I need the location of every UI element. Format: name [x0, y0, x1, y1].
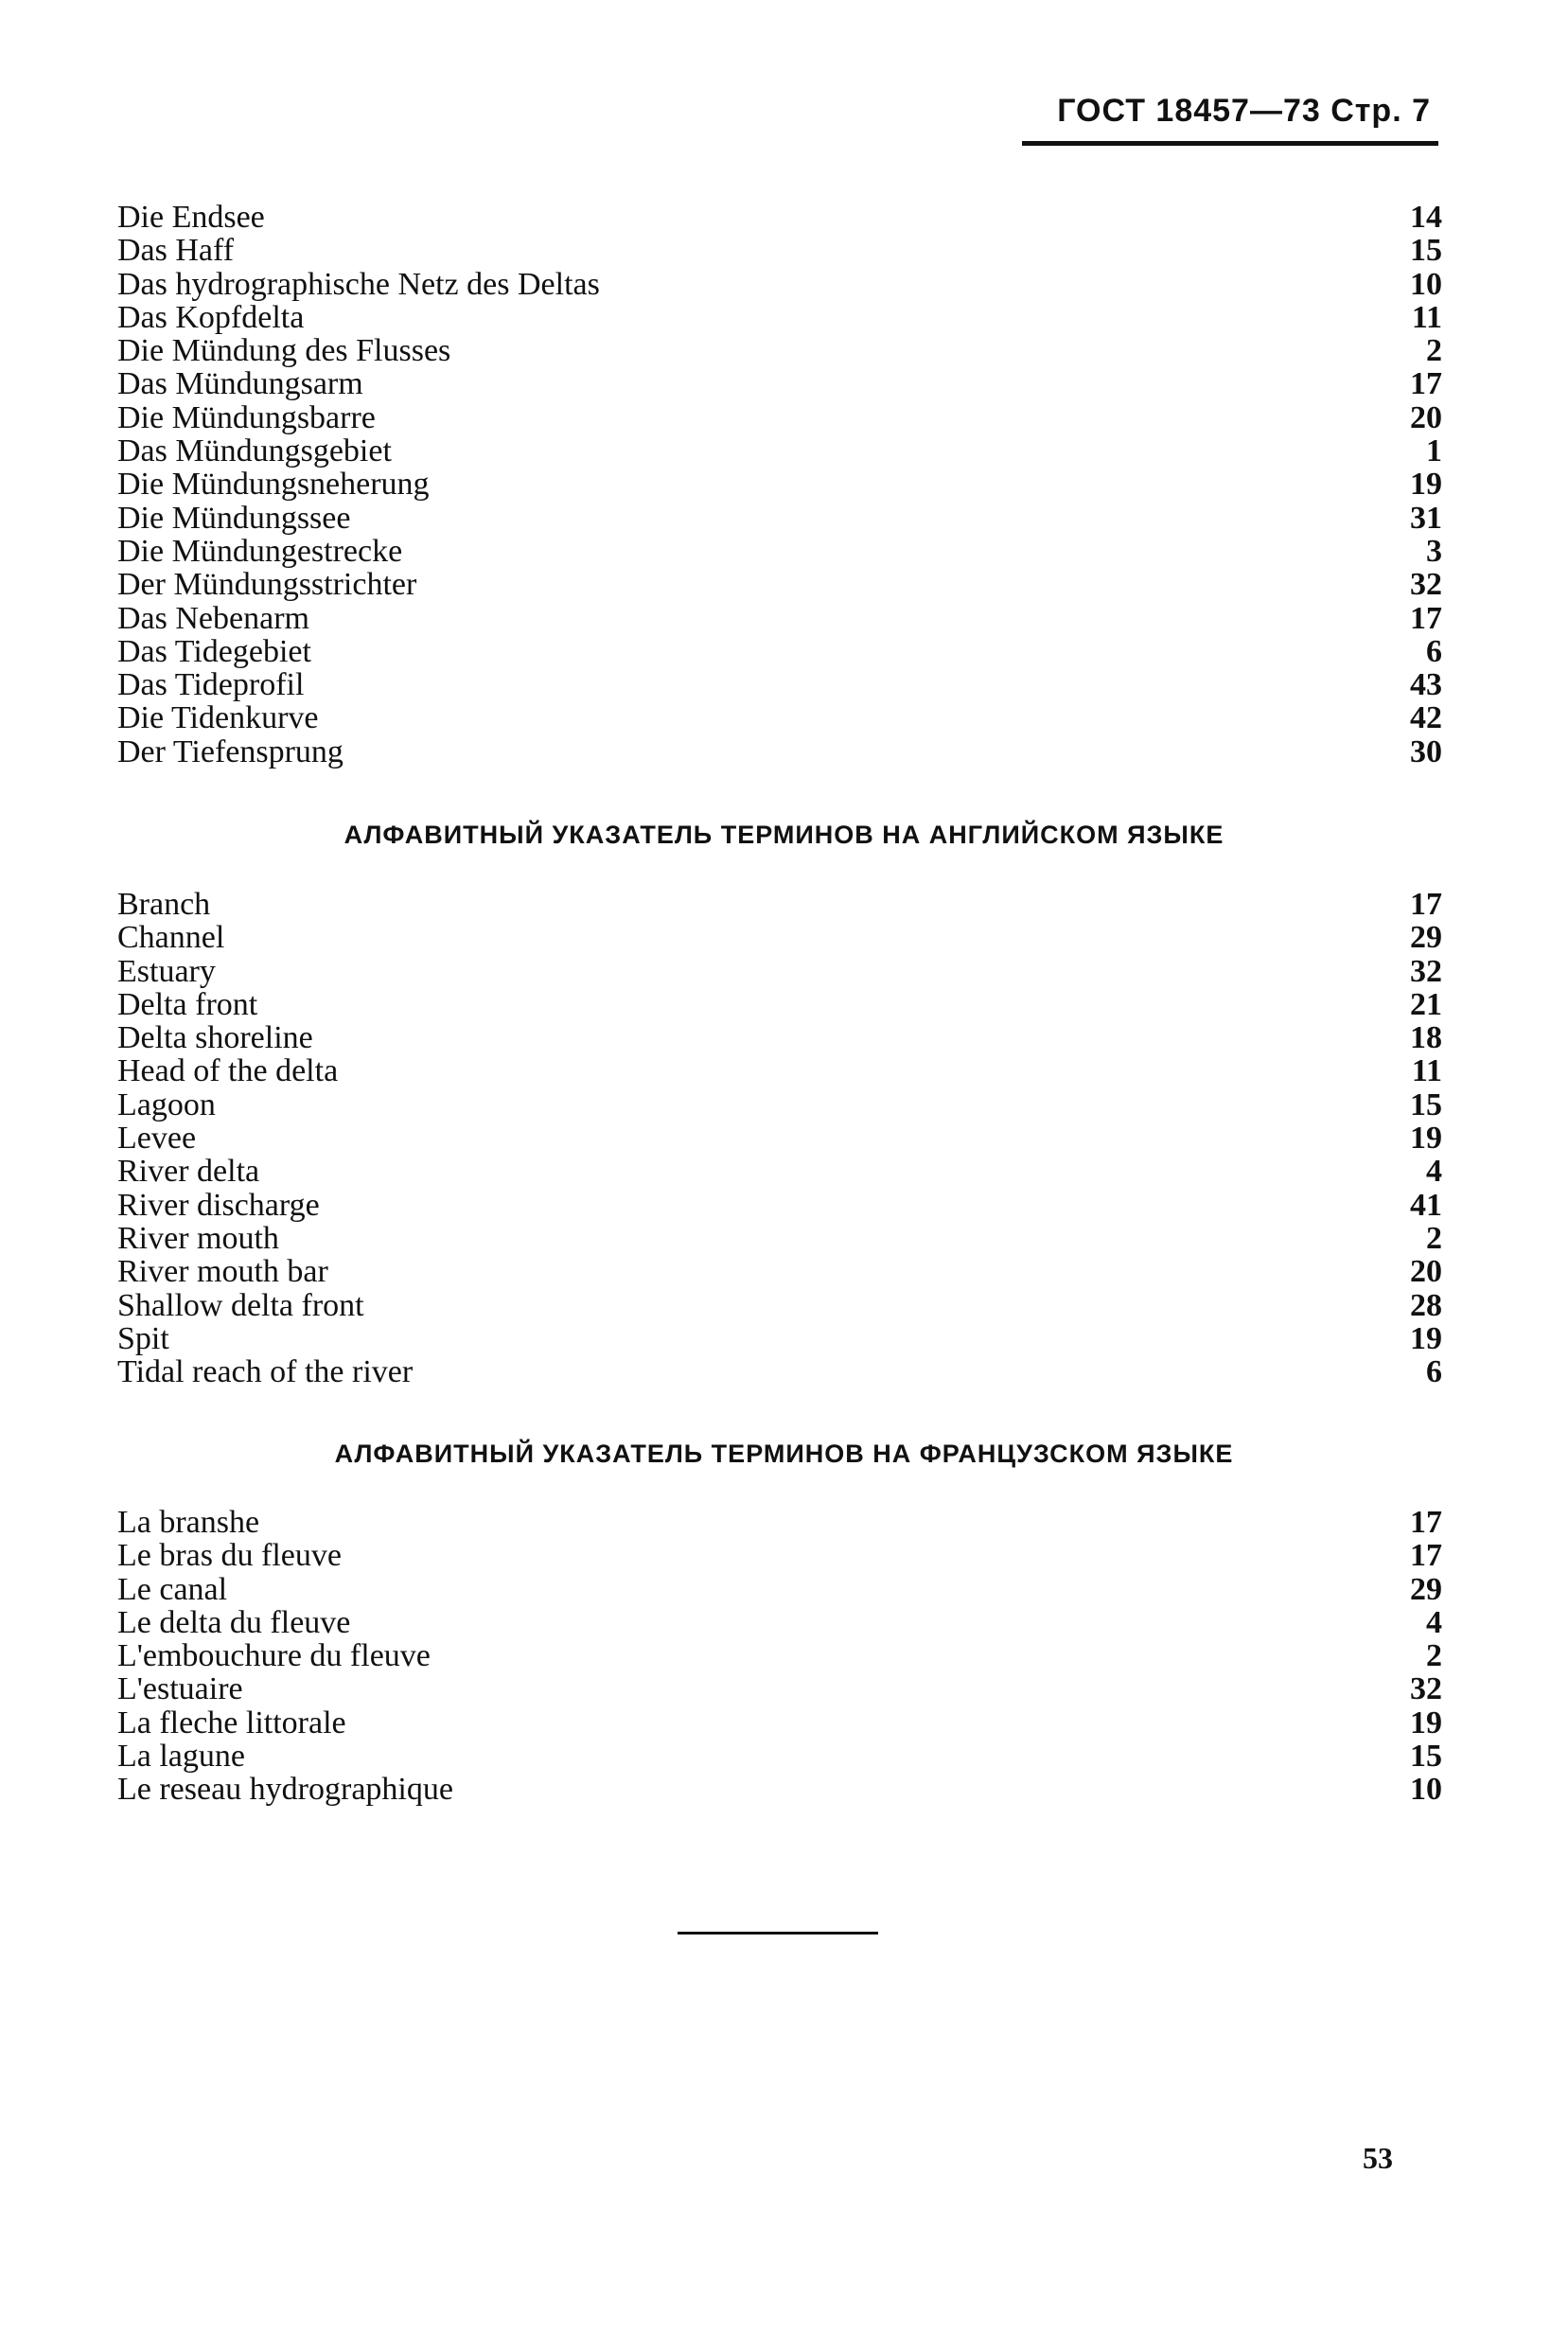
index-row	[117, 1606, 1442, 1639]
index-row	[117, 602, 1442, 635]
index-number: 14	[1410, 200, 1442, 235]
index-term: Die Mündungestrecke	[117, 533, 403, 569]
french-terms-list	[117, 1506, 1442, 1807]
index-number: 28	[1410, 1287, 1442, 1323]
index-row	[117, 468, 1442, 501]
index-row	[117, 1222, 1442, 1255]
index-number: 20	[1410, 399, 1442, 435]
index-row	[117, 234, 1442, 267]
header-text: ГОСТ 18457—73 Стр. 7	[1057, 93, 1431, 129]
index-number: 3	[1426, 533, 1442, 569]
index-row	[117, 1573, 1442, 1606]
index-term: Das Kopfdelta	[117, 299, 305, 335]
index-number: 2	[1426, 1638, 1442, 1674]
index-row	[117, 1773, 1442, 1806]
index-term: L'estuaire	[117, 1671, 243, 1707]
index-number: 1	[1426, 433, 1442, 469]
index-term: Head of the delta	[117, 1053, 339, 1089]
index-term: River mouth	[117, 1220, 279, 1256]
index-number: 18	[1410, 1020, 1442, 1056]
index-number: 32	[1410, 567, 1442, 603]
index-row	[117, 1088, 1442, 1122]
index-term: Der Mündungsstrichter	[117, 567, 417, 603]
index-row	[117, 1639, 1442, 1672]
index-term: Le reseau hydrographique	[117, 1772, 453, 1808]
index-number: 19	[1410, 1705, 1442, 1740]
page-number: 53	[1363, 2141, 1393, 2175]
index-term: Tidal reach of the river	[117, 1354, 414, 1390]
english-index-title: АЛФАВИТНЫЙ УКАЗАТЕЛЬ ТЕРМИНОВ НА АНГЛИЙСКОМ ЯЗЫКЕ	[344, 821, 1224, 849]
index-term: Das Mündungsgebiet	[117, 433, 392, 469]
index-row	[117, 434, 1442, 468]
index-term: La fleche littorale	[117, 1705, 346, 1740]
index-number: 17	[1410, 1538, 1442, 1574]
index-number: 29	[1410, 1571, 1442, 1607]
index-row	[117, 568, 1442, 601]
index-number: 20	[1410, 1254, 1442, 1290]
index-term: Die Tidenkurve	[117, 700, 319, 736]
index-term: Branch	[117, 887, 211, 922]
index-row	[117, 1289, 1442, 1322]
index-number: 42	[1410, 700, 1442, 736]
index-row	[117, 1054, 1442, 1087]
index-row	[117, 1740, 1442, 1773]
index-term: Die Mündungssee	[117, 500, 351, 536]
index-term: River discharge	[117, 1187, 320, 1223]
index-term: La lagune	[117, 1739, 245, 1775]
index-term: Das Nebenarm	[117, 600, 309, 636]
index-term: Le canal	[117, 1571, 228, 1607]
index-row	[117, 735, 1442, 769]
index-term: Das Haff	[117, 233, 235, 269]
index-row	[117, 535, 1442, 568]
index-number: 15	[1410, 1087, 1442, 1122]
index-number: 19	[1410, 467, 1442, 503]
index-number: 17	[1410, 887, 1442, 922]
index-number: 30	[1410, 733, 1442, 769]
index-number: 19	[1410, 1320, 1442, 1356]
index-number: 31	[1410, 500, 1442, 536]
index-term: Delta shoreline	[117, 1020, 313, 1056]
index-number: 32	[1410, 953, 1442, 989]
index-number: 10	[1410, 1772, 1442, 1808]
index-number: 17	[1410, 366, 1442, 402]
index-term: Die Mündungsbarre	[117, 399, 376, 435]
index-term: Spit	[117, 1320, 169, 1356]
index-number: 21	[1410, 986, 1442, 1022]
index-row	[117, 988, 1442, 1021]
index-term: Le bras du fleuve	[117, 1538, 342, 1574]
index-row	[117, 1021, 1442, 1054]
index-number: 43	[1410, 667, 1442, 703]
index-row	[117, 334, 1442, 367]
index-number: 17	[1410, 1505, 1442, 1540]
index-number: 17	[1410, 600, 1442, 636]
index-term: Lagoon	[117, 1087, 216, 1122]
index-row	[117, 955, 1442, 988]
index-row	[117, 1539, 1442, 1572]
index-term: La branshe	[117, 1505, 260, 1540]
index-term: Der Tiefensprung	[117, 733, 344, 769]
index-row	[117, 201, 1442, 234]
index-term: Delta front	[117, 986, 258, 1022]
index-row	[117, 635, 1442, 668]
index-row	[117, 367, 1442, 400]
index-row	[117, 401, 1442, 434]
index-number: 2	[1426, 1220, 1442, 1256]
index-term: River mouth bar	[117, 1254, 328, 1290]
index-term: Die Mündung des Flusses	[117, 333, 451, 369]
index-term: Das hydrographische Netz des Deltas	[117, 266, 600, 302]
index-term: Estuary	[117, 953, 216, 989]
index-term: Le delta du fleuve	[117, 1604, 351, 1640]
index-term: River delta	[117, 1154, 260, 1190]
index-number: 6	[1426, 1354, 1442, 1390]
index-number: 15	[1410, 1739, 1442, 1775]
index-row	[117, 1322, 1442, 1355]
index-number: 6	[1426, 633, 1442, 669]
index-term: Channel	[117, 920, 225, 956]
index-row	[117, 502, 1442, 535]
index-number: 2	[1426, 333, 1442, 369]
index-row	[117, 888, 1442, 921]
running-header	[1022, 87, 1438, 146]
index-row	[117, 1255, 1442, 1288]
index-term: Das Mündungsarm	[117, 366, 363, 402]
index-number: 11	[1411, 1053, 1442, 1089]
closing-rule	[678, 1932, 878, 1935]
index-row	[117, 701, 1442, 734]
index-row	[117, 1355, 1442, 1388]
index-number: 19	[1410, 1121, 1442, 1157]
index-row	[117, 1706, 1442, 1740]
index-number: 32	[1410, 1671, 1442, 1707]
index-number: 41	[1410, 1187, 1442, 1223]
index-row	[117, 668, 1442, 701]
index-term: Das Tidegebiet	[117, 633, 311, 669]
french-index-title: АЛФАВИТНЫЙ УКАЗАТЕЛЬ ТЕРМИНОВ НА ФРАНЦУЗСКОМ ЯЗЫКЕ	[334, 1440, 1234, 1468]
german-terms-list	[117, 201, 1442, 769]
index-row	[117, 1506, 1442, 1539]
index-number: 15	[1410, 233, 1442, 269]
index-number: 11	[1411, 299, 1442, 335]
index-term: Levee	[117, 1121, 197, 1157]
index-term: L'embouchure du fleuve	[117, 1638, 431, 1674]
index-number: 10	[1410, 266, 1442, 302]
index-term: Die Endsee	[117, 200, 265, 235]
index-row	[117, 268, 1442, 301]
index-row	[117, 301, 1442, 334]
index-term: Shallow delta front	[117, 1287, 364, 1323]
index-row	[117, 1122, 1442, 1155]
index-row	[117, 921, 1442, 954]
index-number: 4	[1426, 1604, 1442, 1640]
index-number: 29	[1410, 920, 1442, 956]
index-term: Die Mündungsneherung	[117, 467, 430, 503]
index-row	[117, 1672, 1442, 1705]
index-term: Das Tideprofil	[117, 667, 305, 703]
index-number: 4	[1426, 1154, 1442, 1190]
index-row	[117, 1155, 1442, 1188]
english-terms-list	[117, 888, 1442, 1388]
index-row	[117, 1189, 1442, 1222]
